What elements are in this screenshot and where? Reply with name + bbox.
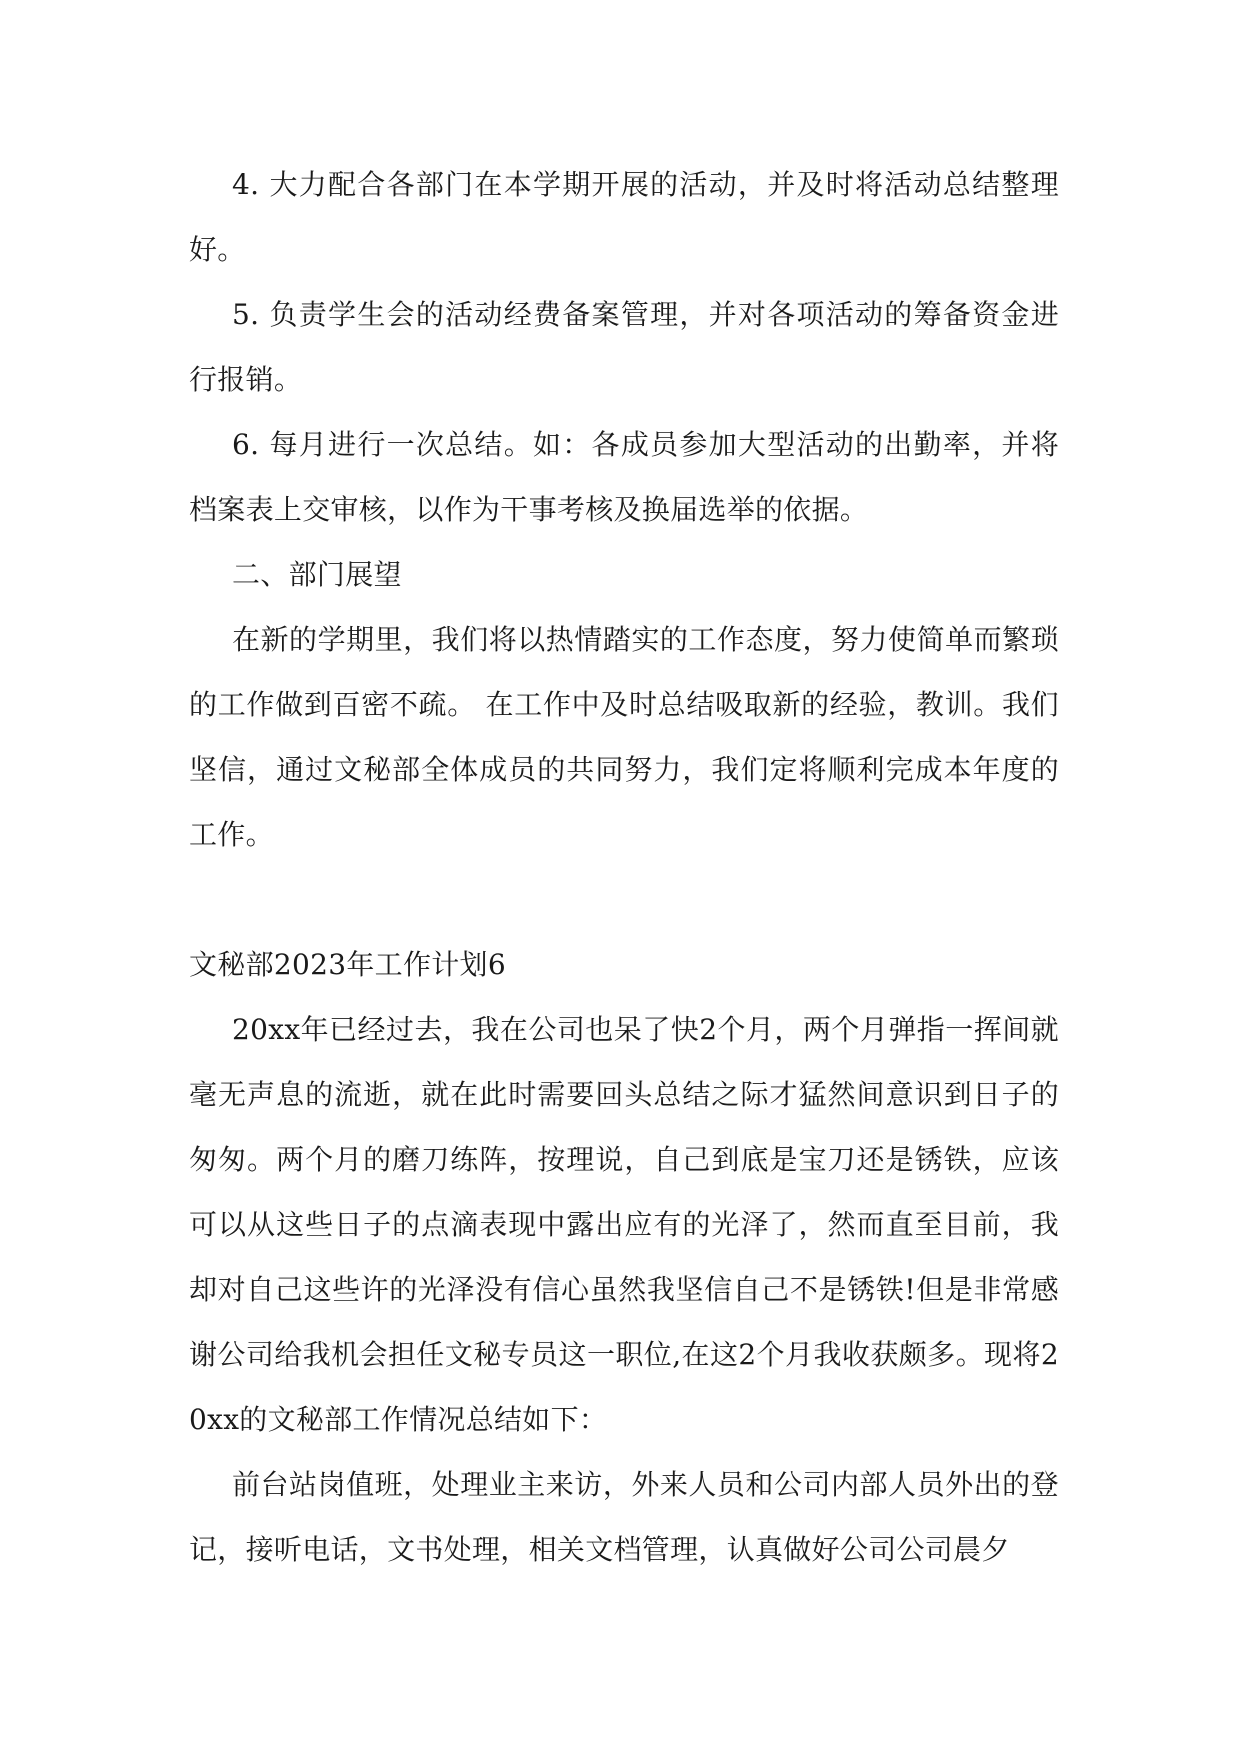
body-paragraph: 20xx年已经过去，我在公司也呆了快2个月，两个月弹指一挥间就毫无声息的流逝，就在此时需要回头总结之际才猛然间意识到日子的匆匆。两个月的磨刀练阵，按理说，自己到底是宝刀还是锈铁，应该可以从这些日子的点滴表现中露出应有的光泽了，然而直至目前，我却对自己这些许的光泽没有信心虽然我坚信自己不是锈铁!但是非常感谢公司给我机会担任文秘专员这一职位,在这2个月我收获颇多。现将20xx的文秘部工作情况总结如下： xyxy=(189,1013,1059,1436)
list-item: 6. 每月进行一次总结。如：各成员参加大型活动的出勤率，并将档案表上交审核，以作为干事考核及换届选举的依据。 xyxy=(189,428,1059,526)
list-item: 5. 负责学生会的活动经费备案管理，并对各项活动的筹备资金进行报销。 xyxy=(189,298,1059,396)
document-body xyxy=(189,152,1059,1582)
body-paragraph: 前台站岗值班，处理业主来访，外来人员和公司内部人员外出的登记，接听电话，文书处理，相关文档管理，认真做好公司公司晨夕 xyxy=(189,1468,1059,1566)
blank-line xyxy=(189,867,1059,932)
plan-title: 文秘部2023年工作计划6 xyxy=(189,948,506,981)
section-heading: 二、部门展望 xyxy=(232,558,402,591)
list-item: 4. 大力配合各部门在本学期开展的活动，并及时将活动总结整理好。 xyxy=(189,168,1059,266)
outlook-paragraph: 在新的学期里，我们将以热情踏实的工作态度，努力使简单而繁琐的工作做到百密不疏。 在工作中及时总结吸取新的经验，教训。我们坚信，通过文秘部全体成员的共同努力，我们定将顺利完成本年度的工作。 xyxy=(189,623,1059,851)
